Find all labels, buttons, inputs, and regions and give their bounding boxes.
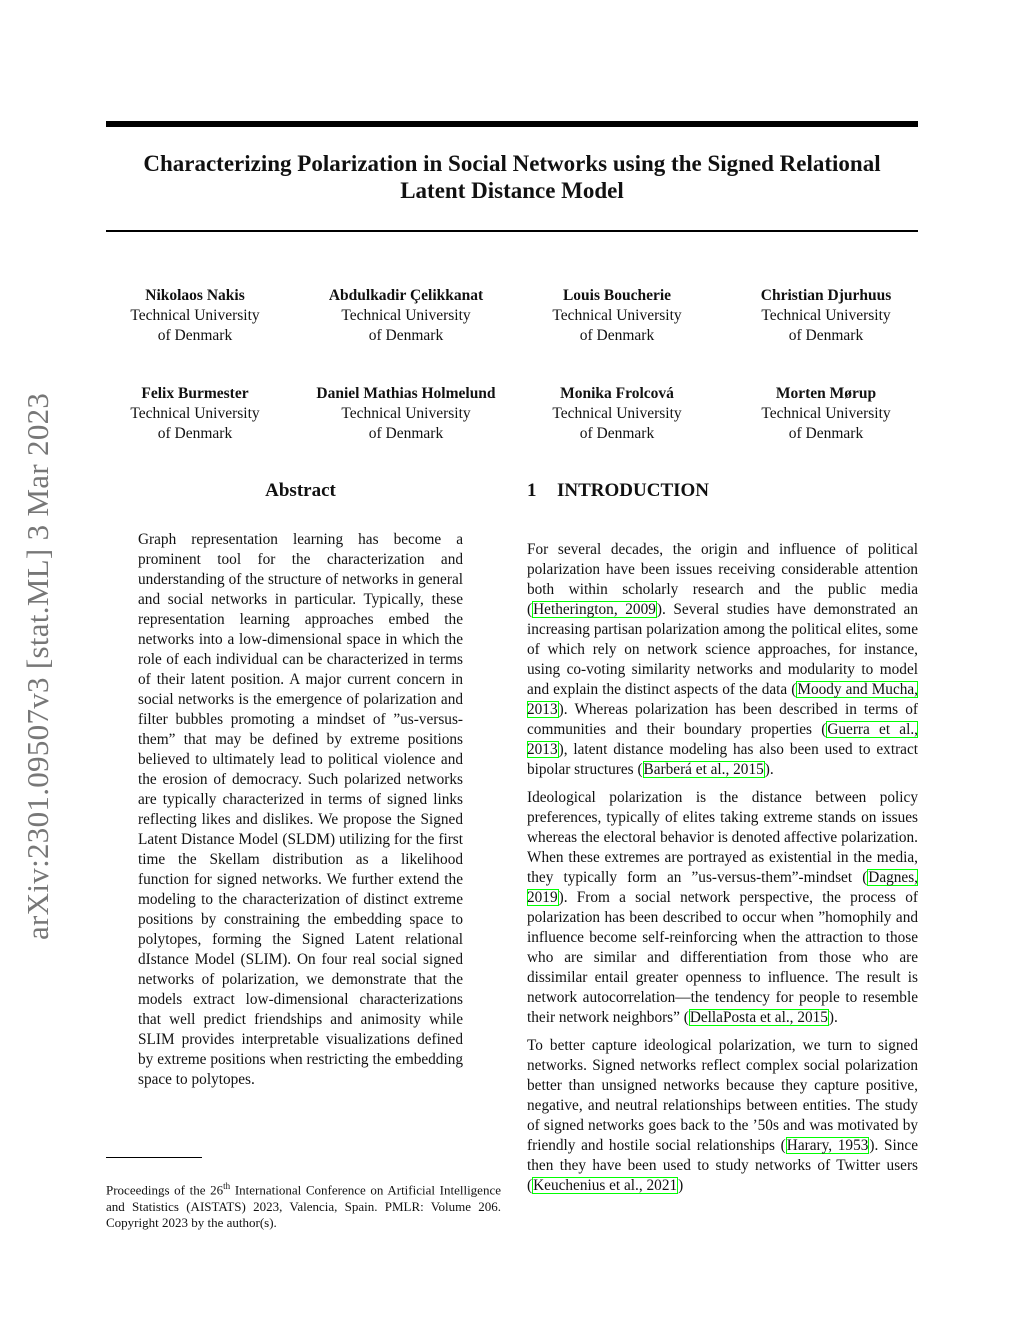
author-affiliation: Technical University bbox=[130, 405, 260, 422]
author-name: Morten Mørup bbox=[775, 385, 877, 402]
citation-link[interactable]: Guerra et al., 2013 bbox=[527, 721, 918, 758]
author-affiliation: Technical University bbox=[130, 307, 260, 324]
author-affiliation: of Denmark bbox=[788, 425, 864, 442]
author-affiliation: Technical University bbox=[761, 307, 891, 324]
section-title: INTRODUCTION bbox=[557, 480, 710, 501]
author-affiliation: of Denmark bbox=[368, 425, 444, 442]
paragraph-text: For several decades, the origin and influence of political polarization have been issues receiving considerable attention both within scholarly research and the public media ( bbox=[527, 541, 918, 618]
paragraph-text: ). bbox=[764, 761, 774, 778]
paragraph-text: ). Whereas polarization has been described in terms of communities and their boundary properties ( bbox=[527, 701, 918, 738]
author-affiliation: Technical University bbox=[341, 405, 471, 422]
paragraph bbox=[527, 788, 918, 1028]
author-affiliation: of Denmark bbox=[157, 425, 233, 442]
citation-link[interactable]: Hetherington, 2009 bbox=[533, 601, 656, 618]
paper-title bbox=[106, 150, 918, 204]
paragraph-text: ). From a social network perspective, the process of polarization has been described to occur when ”homophily and influence become self-reinforcing when the attraction to those who are similar and differentiation from those who are dissimilar entail greater openness to influence. The result is network autocorrelation—the tendency for people to resemble their network neighbors” ( bbox=[527, 889, 918, 1026]
author-name: Christian Djurhuus bbox=[760, 287, 892, 304]
top-rule bbox=[106, 121, 918, 127]
author-affiliation: of Denmark bbox=[579, 425, 655, 442]
footnote-rule bbox=[106, 1157, 202, 1158]
title-line-2: Latent Distance Model bbox=[400, 178, 624, 203]
author-block bbox=[716, 286, 936, 346]
proceedings-footnote bbox=[106, 1178, 501, 1232]
author-block bbox=[296, 384, 516, 444]
section-heading bbox=[527, 480, 918, 502]
paragraph-text: To better capture ideological polarization, we turn to signed networks. Signed networks reflect complex social polarization better than unsigned networks because they capture positive, negative, and neutral relationships between entities. The study of signed networks goes back to the ’50s and was motivated by friendly and hostile social relationships ( bbox=[527, 1037, 918, 1154]
paragraph-text: ). Several studies have demonstrated an increasing partisan polarization among the political elites, some of which rely on network science approaches, for instance, using co-voting similarity networks and modularity to model and explain the distinct aspects of the data ( bbox=[527, 601, 918, 698]
author-name: Felix Burmester bbox=[141, 385, 249, 402]
paragraph-text: ). bbox=[828, 1009, 838, 1026]
paragraph-text: ), latent distance modeling has also been used to extract bipolar structures ( bbox=[527, 741, 918, 778]
title-line-1: Characterizing Polarization in Social Networks using the Signed Relational bbox=[143, 151, 881, 176]
author-affiliation: Technical University bbox=[761, 405, 891, 422]
citation-link[interactable]: Barberá et al., 2015 bbox=[643, 761, 764, 778]
author-block bbox=[507, 384, 727, 444]
paragraph-text: Ideological polarization is the distance between policy preferences, typically of elites taking extreme stands on issues whereas the electoral behavior is denoted affective polarization. When these extremes are portrayed as existential in the media, they typically form an ”us-versus-them”-mindset ( bbox=[527, 789, 918, 886]
author-block bbox=[507, 286, 727, 346]
author-affiliation: Technical University bbox=[341, 307, 471, 324]
footnote-superscript: th bbox=[223, 1181, 231, 1191]
author-name: Abdulkadir Çelikkanat bbox=[328, 287, 484, 304]
paragraph-text: ). Since then they have been used to study networks of Twitter users ( bbox=[527, 1137, 918, 1194]
author-affiliation: of Denmark bbox=[788, 327, 864, 344]
author-name: Louis Boucherie bbox=[562, 287, 672, 304]
citation-link[interactable]: Dagnes, 2019 bbox=[527, 869, 918, 906]
author-block bbox=[85, 286, 305, 346]
paragraph bbox=[527, 1036, 918, 1196]
citation-link[interactable]: Moody and Mucha, 2013 bbox=[527, 681, 919, 718]
author-block bbox=[716, 384, 936, 444]
author-affiliation: Technical University bbox=[552, 307, 682, 324]
author-block bbox=[296, 286, 516, 346]
paragraph bbox=[527, 540, 918, 780]
footnote-text: Proceedings of the 26 bbox=[106, 1182, 224, 1198]
paragraph-text: ) bbox=[678, 1177, 684, 1194]
author-name: Daniel Mathias Holmelund bbox=[316, 385, 496, 402]
citation-link[interactable]: Keuchenius et al., 2021 bbox=[533, 1177, 678, 1194]
abstract-heading: Abstract bbox=[265, 480, 336, 501]
footnote-text: International Conference on Artificial Intelligence and Statistics (AISTATS) 2023, Valencia, Spain. PMLR: Volume 206. Copyright 2023 by the author(s). bbox=[106, 1182, 501, 1231]
author-affiliation: of Denmark bbox=[157, 327, 233, 344]
author-affiliation: of Denmark bbox=[579, 327, 655, 344]
author-affiliation: Technical University bbox=[552, 405, 682, 422]
author-affiliation: of Denmark bbox=[368, 327, 444, 344]
abstract-text: Graph representation learning has become a prominent tool for the characterization and understanding of the structure of networks in general and social networks in particular. Typically, these representation learning approaches embed the networks into a low-dimensional space in which the role of each individual can be characterized in terms of their latent position. A major current concern in social networks is the emergence of polarization and filter bubbles promoting a mindset of ”us-versus-them” that may be defined by extreme positions believed to ultimately lead to political violence and the erosion of democracy. Such polarized networks are typically characterized in terms of signed links reflecting likes and dislikes. We propose the Signed Latent Distance Model (SLDM) utilizing for the first time the Skellam distribution as a likelihood function for signed networks. We further extend the modeling to the characterization of distinct extreme positions by constraining the embedding space to polytopes, forming the Signed Latent relational dIstance Model (SLIM). On four real social signed networks of polarization, we demonstrate that the models extract low-dimensional characterizations that well predict friendships and animosity while SLIM provides interpretable visualizations defined by extreme positions when restricting the embedding space to polytopes. bbox=[138, 531, 463, 1088]
author-block bbox=[85, 384, 305, 444]
author-name: Nikolaos Nakis bbox=[145, 287, 245, 304]
author-name: Monika Frolcová bbox=[560, 385, 674, 402]
citation-link[interactable]: Harary, 1953 bbox=[786, 1137, 869, 1154]
title-rule bbox=[106, 230, 918, 232]
arxiv-identifier: arXiv:2301.09507v3 [stat.ML] 3 Mar 2023 bbox=[20, 392, 55, 940]
citation-link[interactable]: DellaPosta et al., 2015 bbox=[689, 1009, 828, 1026]
section-number: 1 bbox=[527, 480, 537, 501]
introduction-body bbox=[527, 540, 918, 1204]
